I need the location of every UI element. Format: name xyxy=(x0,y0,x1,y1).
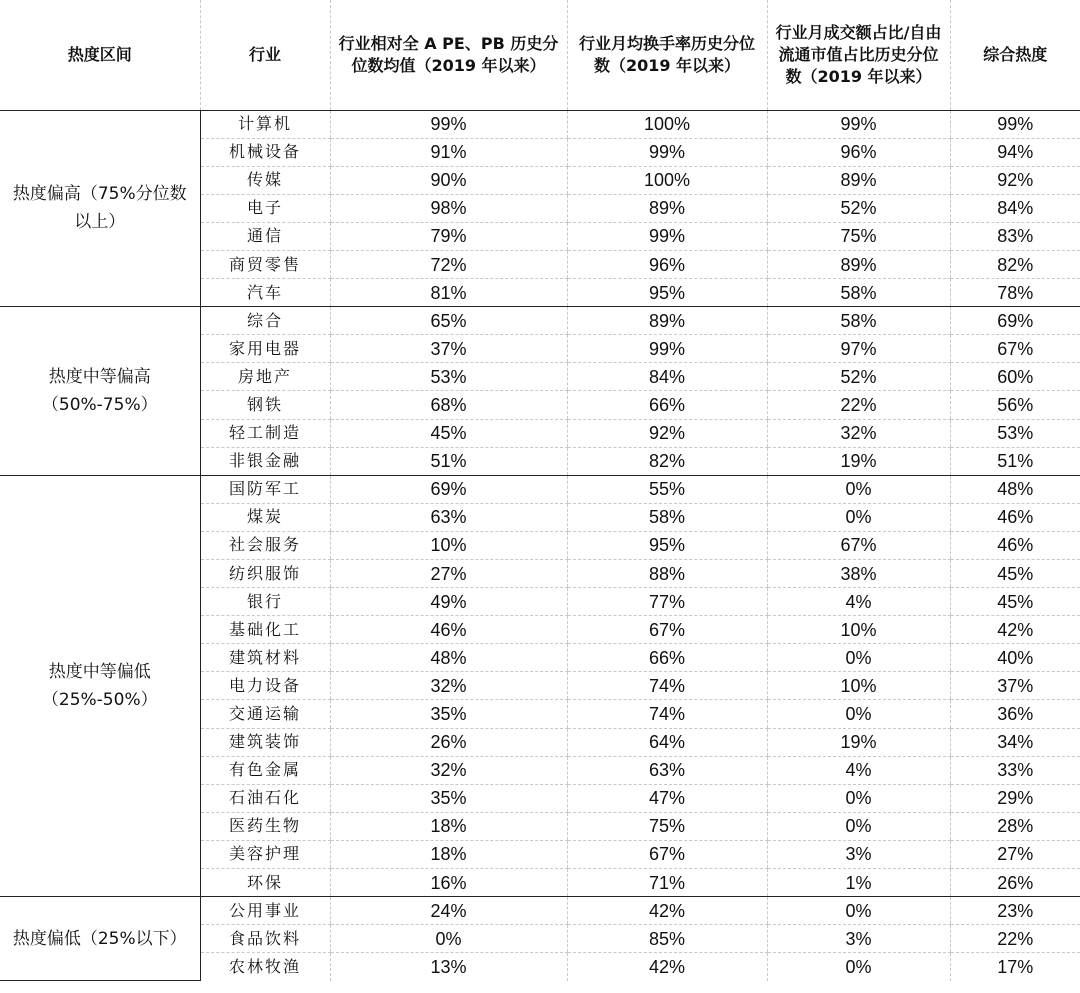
composite-heat-cell: 94% xyxy=(950,138,1080,166)
valuation-cell: 18% xyxy=(330,812,567,840)
volume-share-cell: 75% xyxy=(767,222,950,250)
valuation-cell: 10% xyxy=(330,531,567,559)
volume-share-cell: 3% xyxy=(767,840,950,868)
volume-share-cell: 0% xyxy=(767,897,950,925)
composite-heat-cell: 45% xyxy=(950,560,1080,588)
industry-cell: 家用电器 xyxy=(200,335,330,363)
turnover-cell: 96% xyxy=(567,250,767,278)
valuation-cell: 32% xyxy=(330,756,567,784)
industry-cell: 银行 xyxy=(200,588,330,616)
header-industry: 行业 xyxy=(200,0,330,110)
turnover-cell: 74% xyxy=(567,700,767,728)
turnover-cell: 84% xyxy=(567,363,767,391)
turnover-cell: 47% xyxy=(567,784,767,812)
valuation-cell: 27% xyxy=(330,560,567,588)
composite-heat-cell: 28% xyxy=(950,812,1080,840)
volume-share-cell: 32% xyxy=(767,419,950,447)
valuation-cell: 98% xyxy=(330,194,567,222)
composite-heat-cell: 36% xyxy=(950,700,1080,728)
turnover-cell: 64% xyxy=(567,728,767,756)
header-turnover-percentile: 行业月均换手率历史分位数（2019 年以来） xyxy=(567,0,767,110)
turnover-cell: 95% xyxy=(567,279,767,307)
turnover-cell: 67% xyxy=(567,840,767,868)
header-row xyxy=(0,0,1080,110)
table-row xyxy=(0,897,1080,925)
valuation-cell: 79% xyxy=(330,222,567,250)
turnover-cell: 99% xyxy=(567,335,767,363)
table-row xyxy=(0,475,1080,503)
header-valuation-percentile: 行业相对全 A PE、PB 历史分位数均值（2019 年以来） xyxy=(330,0,567,110)
composite-heat-cell: 42% xyxy=(950,616,1080,644)
turnover-cell: 74% xyxy=(567,672,767,700)
industry-cell: 基础化工 xyxy=(200,616,330,644)
industry-cell: 建筑材料 xyxy=(200,644,330,672)
industry-cell: 机械设备 xyxy=(200,138,330,166)
volume-share-cell: 22% xyxy=(767,391,950,419)
volume-share-cell: 10% xyxy=(767,672,950,700)
industry-cell: 传媒 xyxy=(200,166,330,194)
volume-share-cell: 0% xyxy=(767,475,950,503)
turnover-cell: 99% xyxy=(567,222,767,250)
turnover-cell: 42% xyxy=(567,897,767,925)
composite-heat-cell: 56% xyxy=(950,391,1080,419)
volume-share-cell: 67% xyxy=(767,531,950,559)
volume-share-cell: 4% xyxy=(767,588,950,616)
composite-heat-cell: 37% xyxy=(950,672,1080,700)
volume-share-cell: 38% xyxy=(767,560,950,588)
industry-cell: 汽车 xyxy=(200,279,330,307)
industry-cell: 通信 xyxy=(200,222,330,250)
composite-heat-cell: 53% xyxy=(950,419,1080,447)
volume-share-cell: 10% xyxy=(767,616,950,644)
header-volume-share-percentile: 行业月成交额占比/自由流通市值占比历史分位数（2019 年以来） xyxy=(767,0,950,110)
valuation-cell: 72% xyxy=(330,250,567,278)
volume-share-cell: 0% xyxy=(767,644,950,672)
valuation-cell: 53% xyxy=(330,363,567,391)
composite-heat-cell: 27% xyxy=(950,840,1080,868)
turnover-cell: 77% xyxy=(567,588,767,616)
industry-cell: 石油石化 xyxy=(200,784,330,812)
turnover-cell: 82% xyxy=(567,447,767,475)
turnover-cell: 92% xyxy=(567,419,767,447)
valuation-cell: 91% xyxy=(330,138,567,166)
composite-heat-cell: 82% xyxy=(950,250,1080,278)
volume-share-cell: 4% xyxy=(767,756,950,784)
industry-cell: 国防军工 xyxy=(200,475,330,503)
composite-heat-cell: 33% xyxy=(950,756,1080,784)
turnover-cell: 100% xyxy=(567,166,767,194)
industry-cell: 环保 xyxy=(200,869,330,897)
industry-cell: 公用事业 xyxy=(200,897,330,925)
valuation-cell: 37% xyxy=(330,335,567,363)
composite-heat-cell: 17% xyxy=(950,953,1080,981)
composite-heat-cell: 78% xyxy=(950,279,1080,307)
composite-heat-cell: 60% xyxy=(950,363,1080,391)
heat-zone-label: 热度偏低（25%以下） xyxy=(0,897,200,981)
valuation-cell: 35% xyxy=(330,700,567,728)
turnover-cell: 95% xyxy=(567,531,767,559)
composite-heat-cell: 67% xyxy=(950,335,1080,363)
industry-cell: 钢铁 xyxy=(200,391,330,419)
industry-cell: 电子 xyxy=(200,194,330,222)
composite-heat-cell: 46% xyxy=(950,503,1080,531)
volume-share-cell: 99% xyxy=(767,110,950,138)
valuation-cell: 45% xyxy=(330,419,567,447)
composite-heat-cell: 84% xyxy=(950,194,1080,222)
industry-cell: 综合 xyxy=(200,307,330,335)
composite-heat-cell: 22% xyxy=(950,925,1080,953)
volume-share-cell: 19% xyxy=(767,447,950,475)
composite-heat-cell: 69% xyxy=(950,307,1080,335)
valuation-cell: 32% xyxy=(330,672,567,700)
volume-share-cell: 58% xyxy=(767,279,950,307)
industry-cell: 纺织服饰 xyxy=(200,560,330,588)
volume-share-cell: 0% xyxy=(767,812,950,840)
turnover-cell: 99% xyxy=(567,138,767,166)
composite-heat-cell: 34% xyxy=(950,728,1080,756)
volume-share-cell: 58% xyxy=(767,307,950,335)
turnover-cell: 66% xyxy=(567,391,767,419)
composite-heat-cell: 29% xyxy=(950,784,1080,812)
valuation-cell: 99% xyxy=(330,110,567,138)
header-heat-zone: 热度区间 xyxy=(0,0,200,110)
turnover-cell: 71% xyxy=(567,869,767,897)
composite-heat-cell: 26% xyxy=(950,869,1080,897)
valuation-cell: 69% xyxy=(330,475,567,503)
turnover-cell: 88% xyxy=(567,560,767,588)
valuation-cell: 0% xyxy=(330,925,567,953)
heat-zone-label: 热度中等偏低（25%-50%） xyxy=(0,475,200,896)
turnover-cell: 67% xyxy=(567,616,767,644)
composite-heat-cell: 40% xyxy=(950,644,1080,672)
turnover-cell: 89% xyxy=(567,307,767,335)
turnover-cell: 55% xyxy=(567,475,767,503)
volume-share-cell: 52% xyxy=(767,194,950,222)
industry-cell: 房地产 xyxy=(200,363,330,391)
valuation-cell: 18% xyxy=(330,840,567,868)
valuation-cell: 16% xyxy=(330,869,567,897)
industry-cell: 美容护理 xyxy=(200,840,330,868)
industry-cell: 农林牧渔 xyxy=(228,957,301,977)
valuation-cell: 81% xyxy=(330,279,567,307)
composite-heat-cell: 92% xyxy=(950,166,1080,194)
table-row xyxy=(0,307,1080,335)
volume-share-cell: 0% xyxy=(767,953,950,981)
valuation-cell: 46% xyxy=(330,616,567,644)
industry-cell: 建筑装饰 xyxy=(200,728,330,756)
turnover-cell: 58% xyxy=(567,503,767,531)
industry-cell: 轻工制造 xyxy=(200,419,330,447)
valuation-cell: 49% xyxy=(330,588,567,616)
volume-share-cell: 89% xyxy=(767,250,950,278)
volume-share-cell: 0% xyxy=(767,784,950,812)
valuation-cell: 26% xyxy=(330,728,567,756)
industry-cell: 非银金融 xyxy=(200,447,330,475)
industry-cell: 交通运输 xyxy=(200,700,330,728)
volume-share-cell: 3% xyxy=(767,925,950,953)
industry-cell: 社会服务 xyxy=(200,531,330,559)
valuation-cell: 24% xyxy=(330,897,567,925)
volume-share-cell: 0% xyxy=(767,700,950,728)
valuation-cell: 68% xyxy=(330,391,567,419)
volume-share-cell: 0% xyxy=(767,503,950,531)
turnover-cell: 75% xyxy=(567,812,767,840)
industry-cell: 商贸零售 xyxy=(200,250,330,278)
composite-heat-cell: 45% xyxy=(950,588,1080,616)
turnover-cell: 63% xyxy=(567,756,767,784)
turnover-cell: 100% xyxy=(567,110,767,138)
valuation-cell: 90% xyxy=(330,166,567,194)
turnover-cell: 85% xyxy=(567,925,767,953)
volume-share-cell: 89% xyxy=(767,166,950,194)
valuation-cell: 35% xyxy=(330,784,567,812)
volume-share-cell: 96% xyxy=(767,138,950,166)
volume-share-cell: 19% xyxy=(767,728,950,756)
industry-cell: 煤炭 xyxy=(200,503,330,531)
valuation-cell: 65% xyxy=(330,307,567,335)
industry-cell: 有色金属 xyxy=(200,756,330,784)
table-row xyxy=(0,110,1080,138)
valuation-cell: 48% xyxy=(330,644,567,672)
turnover-cell: 66% xyxy=(567,644,767,672)
turnover-cell: 42% xyxy=(567,953,767,981)
valuation-cell: 13% xyxy=(330,953,567,981)
valuation-cell: 63% xyxy=(330,503,567,531)
composite-heat-cell: 46% xyxy=(950,531,1080,559)
industry-cell: 食品饮料 xyxy=(200,925,330,953)
heat-zone-label: 热度偏高（75%分位数以上） xyxy=(0,110,200,307)
header-composite-heat: 综合热度 xyxy=(950,0,1080,110)
composite-heat-cell: 99% xyxy=(950,110,1080,138)
volume-share-cell: 97% xyxy=(767,335,950,363)
volume-share-cell: 1% xyxy=(767,869,950,897)
composite-heat-cell: 83% xyxy=(950,222,1080,250)
composite-heat-cell: 51% xyxy=(950,447,1080,475)
heat-zone-label: 热度中等偏高（50%-75%） xyxy=(0,307,200,476)
industry-cell: 医药生物 xyxy=(200,812,330,840)
volume-share-cell: 52% xyxy=(767,363,950,391)
valuation-cell: 51% xyxy=(330,447,567,475)
industry-cell: 电力设备 xyxy=(200,672,330,700)
composite-heat-cell: 23% xyxy=(950,897,1080,925)
industry-cell: 计算机 xyxy=(200,110,330,138)
composite-heat-cell: 48% xyxy=(950,475,1080,503)
turnover-cell: 89% xyxy=(567,194,767,222)
